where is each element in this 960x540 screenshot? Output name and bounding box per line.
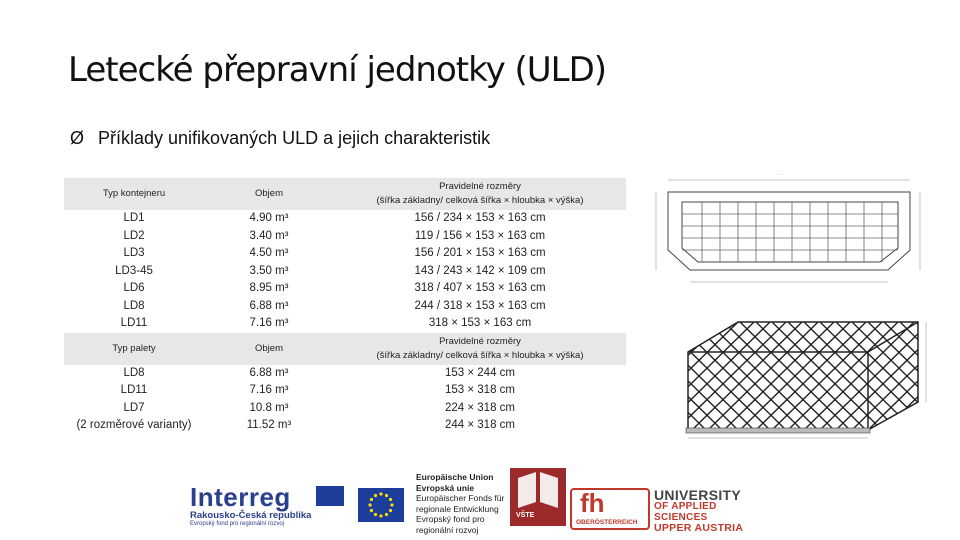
table-row: LD11 7.16 m³ 318 × 153 × 163 cm [120, 317, 532, 329]
eu-flag-icon [316, 486, 344, 506]
header-pallet-volume: Objem [204, 333, 334, 365]
container-header-row [64, 178, 626, 210]
table-row: LD8 6.88 m³ 153 × 244 cm [123, 366, 515, 379]
table-row: LD6 8.95 m³ 318 / 407 × 153 × 163 cm [123, 282, 546, 294]
table-row: LD2 3.40 m³ 119 / 156 × 153 × 163 cm [123, 229, 546, 242]
table-row: LD3-45 3.50 m³ 143 / 243 × 142 × 109 cm [115, 264, 546, 277]
header-pallet-dimensions: Pravidelné rozměry (šířka základny/ celková šířka × hloubka × výška) [334, 333, 626, 365]
header-volume: Objem [204, 178, 334, 210]
table-row: (2 rozměrové varianty) 11.52 m³ 244 × 318 cm [76, 419, 515, 431]
bullet-line [70, 128, 490, 149]
fh-logo [570, 488, 650, 530]
table-row: LD11 7.16 m³ 153 × 318 cm [120, 384, 515, 396]
vste-logo [510, 468, 566, 526]
eu-flag-icon [358, 488, 404, 522]
uld-container-drawing [648, 162, 930, 300]
bullet-text: Příklady unifikovaných ULD a jejich charakteristik [98, 128, 491, 148]
eu-funding-text: Europäische Union Evropská unie Europäischer Fonds für regionale Entwicklung Evropský fond pro regionální rozvoj [416, 472, 505, 535]
page-title: Letecké přepravní jednotky (ULD) [68, 50, 607, 90]
arrow-bullet-icon: Ø [70, 128, 85, 148]
interreg-logo [190, 484, 350, 527]
logos-strip [190, 466, 750, 535]
header-pallet-type: Typ palety [64, 333, 204, 365]
interreg-subtitle: Rakousko-Česká republika [190, 510, 312, 521]
header-dimensions: Pravidelné rozměry (šířka základny/ celková šířka × hloubka × výška) [334, 178, 626, 210]
uld-table [64, 178, 626, 435]
table-row: LD8 6.88 m³ 244 / 318 × 153 × 163 cm [123, 299, 546, 312]
table-row: LD3 4.50 m³ 156 / 201 × 153 × 163 cm [123, 247, 546, 259]
pallet-header-row [64, 333, 626, 365]
uld-pallet-net-drawing [678, 312, 940, 440]
header-type: Typ kontejneru [64, 178, 204, 210]
fh-wordmark: fh [580, 488, 605, 518]
vste-wordmark: VŠTE [516, 512, 535, 519]
interreg-subtitle-2: Evropský fond pro regionální rozvoj [190, 521, 285, 527]
fh-subtitle: OBERÖSTERREICH [576, 519, 638, 526]
university-logo-text: UNIVERSITY OF APPLIED SCIENCES UPPER AUSTRIA [654, 487, 744, 534]
interreg-wordmark: Interreg [190, 482, 291, 512]
table-row: LD7 10.8 m³ 224 × 318 cm [123, 401, 515, 414]
svg-text:· · ·: · · · [776, 172, 783, 177]
table-row: LD1 4.90 m³ 156 / 234 × 153 × 163 cm [123, 212, 546, 224]
